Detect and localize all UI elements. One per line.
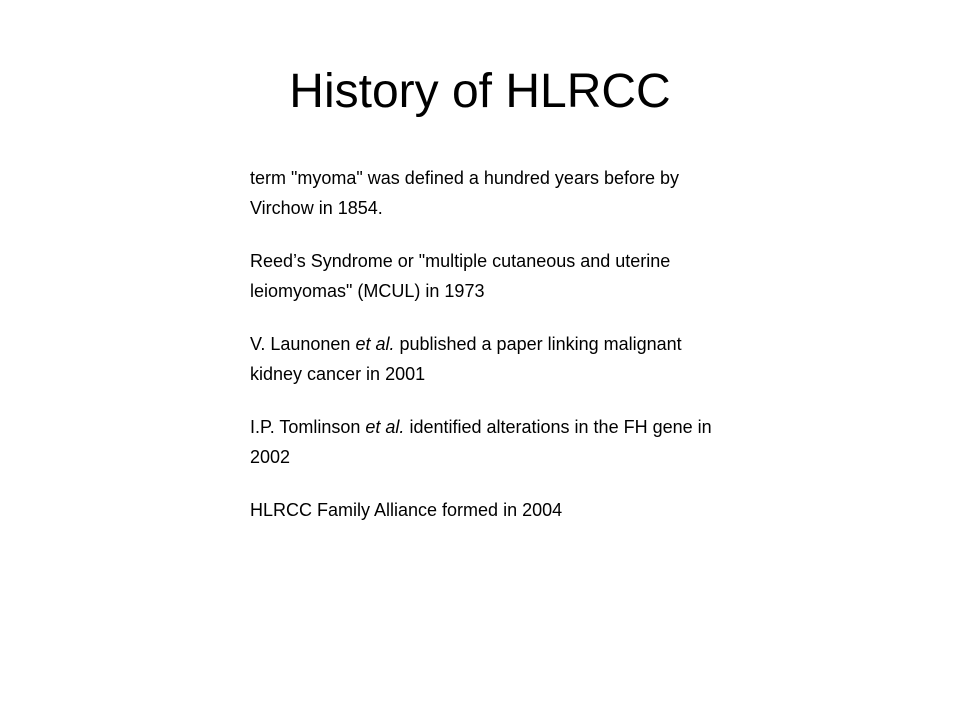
history-item-tomlinson xyxy=(250,412,720,472)
history-item-launonen-author: V. Launonen xyxy=(250,334,356,354)
history-item-tomlinson-et-al: et al. xyxy=(365,417,405,437)
history-item-reeds-syndrome: Reed’s Syndrome or "multiple cutaneous and uterine leiomyomas" (MCUL) in 1973 xyxy=(250,251,671,301)
slide-title: History of HLRCC xyxy=(289,65,671,118)
history-item-launonen-et-al: et al. xyxy=(355,334,395,354)
history-item-tomlinson-author: I.P. Tomlinson xyxy=(250,417,366,437)
history-item-launonen-rest: published a paper linking malignant kidney cancer in 2001 xyxy=(250,334,682,384)
history-item-family-alliance: HLRCC Family Alliance formed in 2004 xyxy=(250,500,563,520)
slide-body xyxy=(250,163,720,548)
history-item-launonen xyxy=(250,329,720,389)
history-item-virchow: term "myoma" was defined a hundred years before by Virchow in 1854. xyxy=(250,168,679,218)
history-item-tomlinson-rest: identified alterations in the FH gene in 2002 xyxy=(250,417,712,467)
